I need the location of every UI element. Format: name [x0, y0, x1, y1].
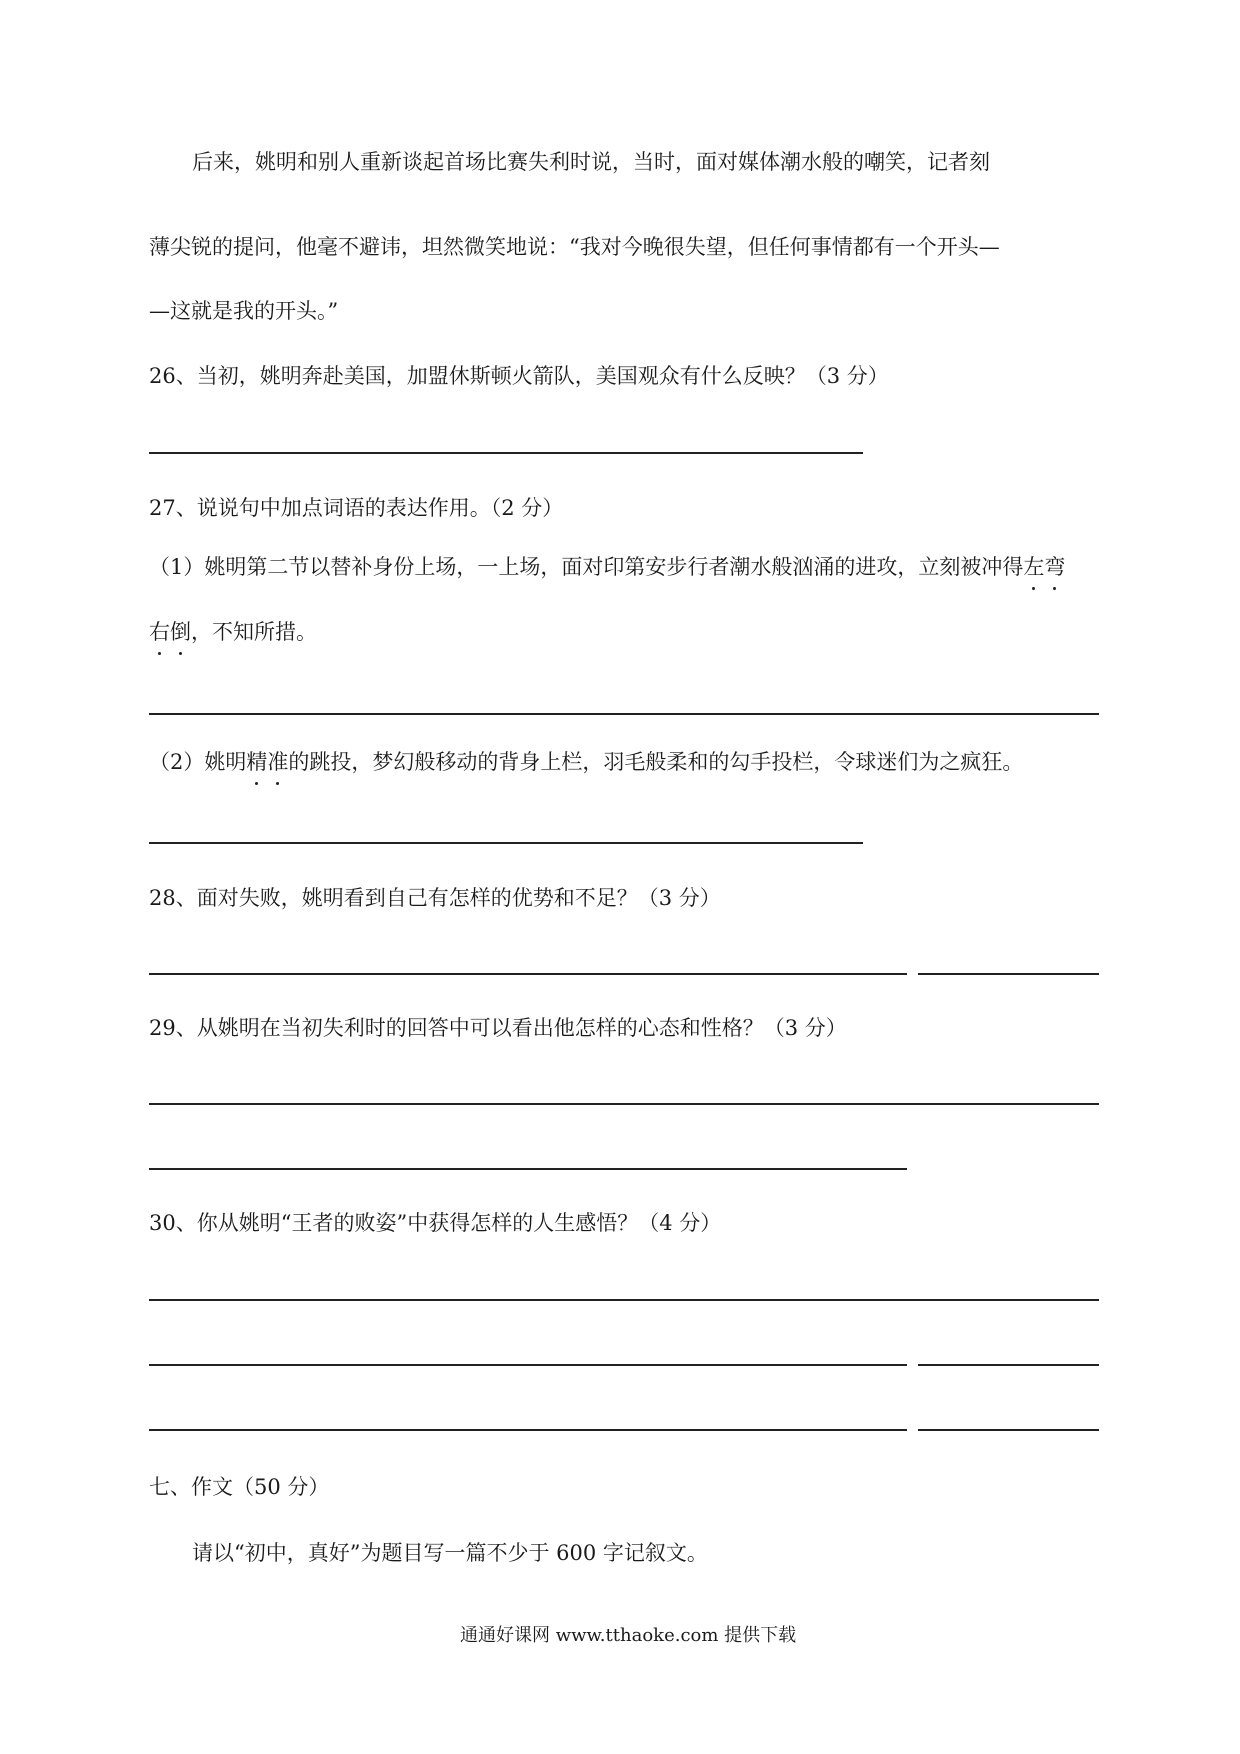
- question-27: 27、说说句中加点词语的表达作用。（2 分）: [149, 496, 564, 520]
- question-27-sentence-1-cont: [149, 618, 317, 646]
- passage-line-1: 后来，姚明和别人重新谈起首场比赛失利时说，当时，面对媒体潮水般的嘲笑，记者刻: [192, 150, 990, 174]
- page-footer: 通通好课网 www.tthaoke.com 提供下载: [460, 1625, 797, 1646]
- question-28: 28、面对失败，姚明看到自己有怎样的优势和不足？（3 分）: [149, 886, 721, 910]
- emphasis-dot-char: 右: [149, 620, 170, 644]
- question-27-sentence-2: [149, 748, 1023, 776]
- sentence-2-tail: 的跳投，梦幻般移动的背身上栏，羽毛般柔和的勾手投栏，令球迷们为之疯狂。: [288, 750, 1024, 774]
- answer-line-29-1[interactable]: [149, 1103, 1099, 1105]
- emphasis-dot-char: 倒: [170, 620, 191, 644]
- emphasis-dot-char: 左: [1023, 555, 1045, 579]
- answer-line-27-1[interactable]: [149, 713, 1099, 715]
- section-7-title: 七、作文（50 分）: [149, 1475, 330, 1499]
- answer-line-29-2[interactable]: [149, 1168, 907, 1170]
- dotted-word-2: [246, 750, 288, 774]
- emphasis-dot-char: 准: [267, 750, 289, 774]
- dotted-word-1b: [149, 620, 191, 644]
- question-27-sentence-1: [149, 553, 1065, 581]
- answer-line-28-1a[interactable]: [149, 973, 907, 975]
- sentence-2-head: （2）姚明: [149, 750, 247, 774]
- section-7-prompt: 请以“初中，真好”为题目写一篇不少于 600 字记叙文。: [192, 1541, 708, 1565]
- answer-line-30-2b[interactable]: [918, 1364, 1099, 1366]
- question-29: 29、从姚明在当初失利时的回答中可以看出他怎样的心态和性格？（3 分）: [149, 1016, 847, 1040]
- question-30: 30、你从姚明“王者的败姿”中获得怎样的人生感悟？（4 分）: [149, 1211, 722, 1235]
- emphasis-dot-char: 精: [246, 750, 268, 774]
- emphasis-dot-char: 弯: [1044, 555, 1066, 579]
- answer-line-26-1[interactable]: [149, 452, 863, 454]
- dotted-word-1a: [1023, 555, 1065, 579]
- question-26: 26、当初，姚明奔赴美国，加盟休斯顿火箭队，美国观众有什么反映？（3 分）: [149, 364, 889, 388]
- answer-line-28-1b[interactable]: [918, 973, 1099, 975]
- passage-line-3: —这就是我的开头。”: [149, 299, 339, 323]
- answer-line-30-2a[interactable]: [149, 1364, 907, 1366]
- answer-line-30-1[interactable]: [149, 1299, 1099, 1301]
- answer-line-30-3b[interactable]: [918, 1429, 1099, 1431]
- answer-line-27-2[interactable]: [149, 842, 863, 844]
- passage-line-2: 薄尖锐的提问，他毫不避讳，坦然微笑地说：“我对今晚很失望，但任何事情都有一个开头—: [149, 235, 1000, 259]
- sentence-1-text: （1）姚明第二节以替补身份上场，一上场，面对印第安步行者潮水般汹涌的进攻，立刻被冲得: [149, 555, 1024, 579]
- answer-line-30-3a[interactable]: [149, 1429, 907, 1431]
- sentence-1-tail: ，不知所措。: [191, 620, 317, 644]
